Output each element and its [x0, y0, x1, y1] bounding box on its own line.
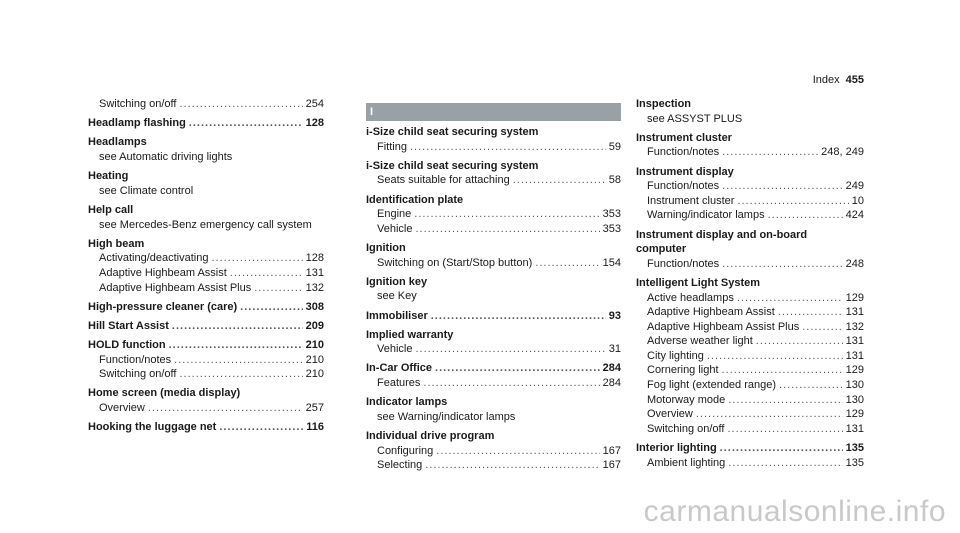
dot-leader: [211, 251, 302, 266]
page-reference[interactable]: 130: [845, 379, 864, 392]
entry-label: Indicator lamps: [366, 396, 448, 409]
index-entry: [88, 203, 324, 218]
entry-label: Headlamp flashing: [88, 117, 186, 130]
page-reference[interactable]: 128: [305, 117, 324, 130]
entry-label: Individual drive program: [366, 430, 495, 443]
index-subentry: [636, 112, 864, 127]
page-reference[interactable]: 424: [845, 209, 864, 222]
entry-label: see Automatic driving lights: [99, 150, 233, 163]
dot-leader: [179, 367, 302, 382]
dot-leader: [423, 376, 599, 391]
index-subentry: [366, 410, 621, 425]
entry-label: i-Size child seat securing system: [366, 126, 539, 138]
entry-label: Motorway mode: [647, 393, 726, 406]
dot-leader: [722, 257, 842, 272]
index-subentry[interactable]: [636, 407, 864, 422]
dot-leader: [219, 420, 303, 435]
index-column-1: [88, 97, 324, 435]
entry-label: Heating: [88, 170, 129, 183]
entry-label: Cornering light: [647, 364, 719, 377]
entry-label: see Mercedes-Benz emergency call system: [99, 218, 312, 231]
page-reference[interactable]: 131: [845, 335, 864, 348]
page-reference[interactable]: 308: [305, 300, 324, 313]
dot-leader: [722, 145, 818, 160]
entry-label: Hooking the luggage net: [88, 421, 217, 434]
dot-leader: [148, 401, 303, 416]
dot-leader: [737, 291, 843, 306]
index-subentry[interactable]: [366, 444, 621, 459]
entry-label: Interior lighting: [636, 442, 717, 455]
page-reference[interactable]: 135: [845, 456, 864, 469]
index-subentry[interactable]: [88, 281, 324, 296]
index-subentry[interactable]: [636, 145, 864, 160]
dot-leader: [778, 305, 843, 320]
page-reference[interactable]: 167: [602, 459, 621, 472]
page-reference[interactable]: 58: [608, 174, 621, 187]
dot-leader: [436, 444, 599, 459]
dot-leader: [768, 208, 843, 223]
entry-label: Implied warranty: [366, 328, 454, 341]
entry-label: Switching on/off: [647, 422, 725, 435]
entry-label: HOLD function: [88, 339, 166, 352]
entry-label: Activating/deactivating: [99, 252, 209, 265]
entry-label: Fog light (extended range): [647, 379, 777, 392]
index-subentry[interactable]: [636, 320, 864, 335]
index-subentry[interactable]: [636, 456, 864, 471]
entry-label: Overview: [99, 402, 145, 415]
dot-leader: [779, 378, 843, 393]
index-subentry[interactable]: [88, 266, 324, 281]
entry-label: see Key: [377, 290, 417, 303]
page-reference[interactable]: 135: [845, 442, 864, 455]
index-entry[interactable]: [88, 420, 324, 435]
dot-leader: [707, 349, 843, 364]
dot-leader: [415, 222, 599, 237]
dot-leader: [728, 393, 842, 408]
entry-label: Home screen (media display): [88, 387, 241, 400]
entry-label: Headlamps: [88, 136, 147, 149]
entry-label: Hill Start Assist: [88, 319, 169, 332]
page-header: [813, 74, 864, 86]
dot-leader: [174, 353, 302, 368]
index-entry: [88, 135, 324, 150]
dot-leader: [431, 309, 606, 324]
dot-leader: [535, 256, 599, 271]
index-subentry: [366, 289, 621, 304]
dot-leader: [435, 361, 600, 376]
index-entry: [88, 386, 324, 401]
dot-leader: [410, 140, 606, 155]
index-subentry[interactable]: [636, 257, 864, 272]
index-subentry[interactable]: [366, 458, 621, 473]
entry-label: Ignition: [366, 241, 406, 254]
index-entry: [366, 395, 621, 410]
index-entry: [366, 241, 621, 256]
entry-label: Seats suitable for attaching: [377, 174, 510, 187]
entry-label: Ignition key: [366, 275, 428, 288]
index-subentry[interactable]: [636, 349, 864, 364]
index-entry: [636, 131, 864, 146]
index-entry: [88, 237, 324, 252]
page-reference[interactable]: 254: [305, 98, 324, 110]
entry-label: Active headlamps: [647, 291, 734, 304]
dot-leader: [720, 441, 843, 456]
page-reference[interactable]: 131: [305, 266, 324, 279]
entry-label: Adaptive Highbeam Assist: [647, 306, 775, 319]
entry-label: Features: [377, 377, 421, 390]
index-subentry[interactable]: [366, 140, 621, 155]
dot-leader: [414, 207, 599, 222]
index-column-2: [366, 97, 621, 473]
dot-leader: [756, 334, 843, 349]
entry-label: Switching on/off: [99, 368, 177, 381]
entry-label: Immobiliser: [366, 309, 428, 322]
header-label: Index: [812, 74, 840, 86]
entry-label: High-pressure cleaner (care): [88, 300, 238, 313]
page-reference[interactable]: 31: [608, 343, 621, 356]
entry-label: Help call: [88, 203, 134, 216]
index-entry[interactable]: [366, 361, 621, 376]
entry-label: Switching on/off: [99, 98, 177, 110]
entry-label: Function/notes: [647, 180, 720, 193]
entry-label: Identification plate: [366, 193, 464, 206]
page-reference[interactable]: 353: [602, 222, 621, 235]
page-reference[interactable]: 128: [305, 252, 324, 265]
entry-label: Adaptive Highbeam Assist Plus: [647, 320, 800, 333]
entry-label: High beam: [88, 237, 145, 250]
page-reference[interactable]: 210: [305, 339, 324, 352]
entry-label: In-Car Office: [366, 362, 433, 375]
dot-leader: [696, 407, 843, 422]
dot-leader: [722, 363, 843, 378]
page-reference[interactable]: 209: [305, 319, 324, 332]
dot-leader: [415, 342, 605, 357]
page-reference[interactable]: 129: [845, 364, 864, 377]
entry-label: i-Size child seat securing system: [366, 159, 539, 172]
page-reference[interactable]: 132: [845, 320, 864, 333]
section-letter-bar: I: [366, 103, 621, 121]
page-reference[interactable]: 167: [602, 444, 621, 457]
page-reference[interactable]: 131: [845, 349, 864, 362]
dot-leader: [172, 319, 303, 334]
index-subentry[interactable]: [636, 422, 864, 437]
index-subentry[interactable]: [366, 173, 621, 188]
index-entry: [366, 328, 621, 343]
page-reference[interactable]: 257: [305, 402, 324, 415]
page-reference[interactable]: 353: [602, 208, 621, 221]
index-entry: [366, 193, 621, 208]
index-entry[interactable]: [88, 300, 324, 315]
index-entry: [636, 97, 864, 112]
page-reference[interactable]: 132: [305, 281, 324, 294]
page-reference[interactable]: 154: [602, 256, 621, 269]
index-column-3: [636, 97, 864, 470]
dot-leader: [728, 456, 842, 471]
index-entry[interactable]: [88, 338, 324, 353]
entry-label: Instrument display: [636, 165, 734, 178]
index-entry[interactable]: [88, 116, 324, 131]
index-entry: [636, 228, 864, 243]
index-subentry[interactable]: [366, 207, 621, 222]
entry-label: Adverse weather light: [647, 335, 753, 348]
index-subentry[interactable]: [366, 376, 621, 391]
entry-label: Ambient lighting: [647, 456, 726, 469]
index-subentry[interactable]: [88, 97, 324, 112]
dot-leader: [240, 300, 302, 315]
entry-label: Function/notes: [647, 257, 720, 270]
dot-leader: [425, 458, 599, 473]
page-reference[interactable]: 210: [305, 368, 324, 381]
index-subentry[interactable]: [636, 291, 864, 306]
page-reference[interactable]: 249: [845, 180, 864, 193]
dot-leader: [230, 266, 303, 281]
entry-label: Function/notes: [99, 353, 172, 366]
page-number: 455: [845, 74, 864, 86]
entry-label: see Climate control: [99, 184, 194, 197]
entry-label: see Warning/indicator lamps: [377, 410, 516, 423]
page-reference[interactable]: 10: [851, 194, 864, 207]
index-entry[interactable]: [636, 441, 864, 456]
index-entry: [88, 169, 324, 184]
entry-label: Instrument display and on-board: [636, 228, 808, 241]
entry-label: Configuring: [377, 444, 434, 457]
index-entry: [636, 276, 864, 291]
entry-label: Instrument cluster: [636, 131, 732, 144]
page-reference[interactable]: 129: [845, 291, 864, 304]
page-reference[interactable]: 284: [602, 377, 621, 390]
entry-label: Selecting: [377, 459, 423, 472]
page-reference[interactable]: 59: [608, 140, 621, 153]
index-entry: [636, 242, 864, 257]
index-entry: [366, 125, 621, 140]
index-subentry[interactable]: [88, 401, 324, 416]
dot-leader: [727, 422, 842, 437]
index-subentry[interactable]: [366, 342, 621, 357]
page-reference[interactable]: 116: [306, 421, 324, 434]
entry-label: Adaptive Highbeam Assist: [99, 266, 227, 279]
index-subentry: [88, 150, 324, 165]
entry-label: Vehicle: [377, 343, 413, 356]
index-subentry[interactable]: [636, 363, 864, 378]
index-entry: [366, 429, 621, 444]
index-subentry[interactable]: [636, 194, 864, 209]
dot-leader: [189, 116, 303, 131]
index-subentry[interactable]: [366, 222, 621, 237]
page-reference[interactable]: 210: [305, 353, 324, 366]
index-subentry: [88, 184, 324, 199]
dot-leader: [179, 97, 302, 112]
entry-label: Warning/indicator lamps: [647, 209, 765, 222]
entry-label: City lighting: [647, 349, 704, 362]
entry-label: see ASSYST PLUS: [647, 112, 743, 125]
entry-label: Inspection: [636, 98, 692, 110]
entry-label: Overview: [647, 408, 693, 421]
page-reference[interactable]: 93: [608, 309, 621, 322]
entry-label: Adaptive Highbeam Assist Plus: [99, 281, 252, 294]
dot-leader: [169, 338, 303, 353]
entry-label: Function/notes: [647, 146, 720, 159]
index-subentry: [88, 218, 324, 233]
index-entry[interactable]: [366, 309, 621, 324]
watermark: carmanualsonline.info: [643, 495, 946, 528]
index-subentry[interactable]: [366, 256, 621, 271]
index-subentry[interactable]: [636, 179, 864, 194]
page-reference[interactable]: 248, 249: [821, 146, 864, 159]
entry-label: Vehicle: [377, 222, 413, 235]
entry-label: Engine: [377, 208, 412, 221]
dot-leader: [513, 173, 606, 188]
index-entry[interactable]: [88, 319, 324, 334]
page-reference[interactable]: 284: [602, 362, 621, 375]
page-reference[interactable]: 129: [845, 408, 864, 421]
dot-leader: [737, 194, 848, 209]
page-reference[interactable]: 130: [845, 393, 864, 406]
index-entry: [366, 275, 621, 290]
entry-label: Instrument cluster: [647, 194, 735, 207]
index-subentry[interactable]: [636, 378, 864, 393]
index-subentry[interactable]: [636, 208, 864, 223]
entry-label: Intelligent Light System: [636, 276, 761, 289]
entry-label: Fitting: [377, 140, 407, 153]
page-reference[interactable]: 131: [845, 422, 864, 435]
entry-label: computer: [636, 243, 687, 256]
index-subentry[interactable]: [88, 251, 324, 266]
dot-leader: [722, 179, 842, 194]
page-reference[interactable]: 248: [845, 257, 864, 270]
page-reference[interactable]: 131: [845, 306, 864, 319]
index-subentry[interactable]: [636, 334, 864, 349]
index-subentry[interactable]: [636, 305, 864, 320]
index-subentry[interactable]: [88, 353, 324, 368]
dot-leader: [254, 281, 302, 296]
dot-leader: [802, 320, 842, 335]
index-entry: [636, 165, 864, 180]
entry-label: Switching on (Start/Stop button): [377, 256, 533, 269]
index-subentry[interactable]: [636, 393, 864, 408]
index-entry: [366, 159, 621, 174]
index-subentry[interactable]: [88, 367, 324, 382]
